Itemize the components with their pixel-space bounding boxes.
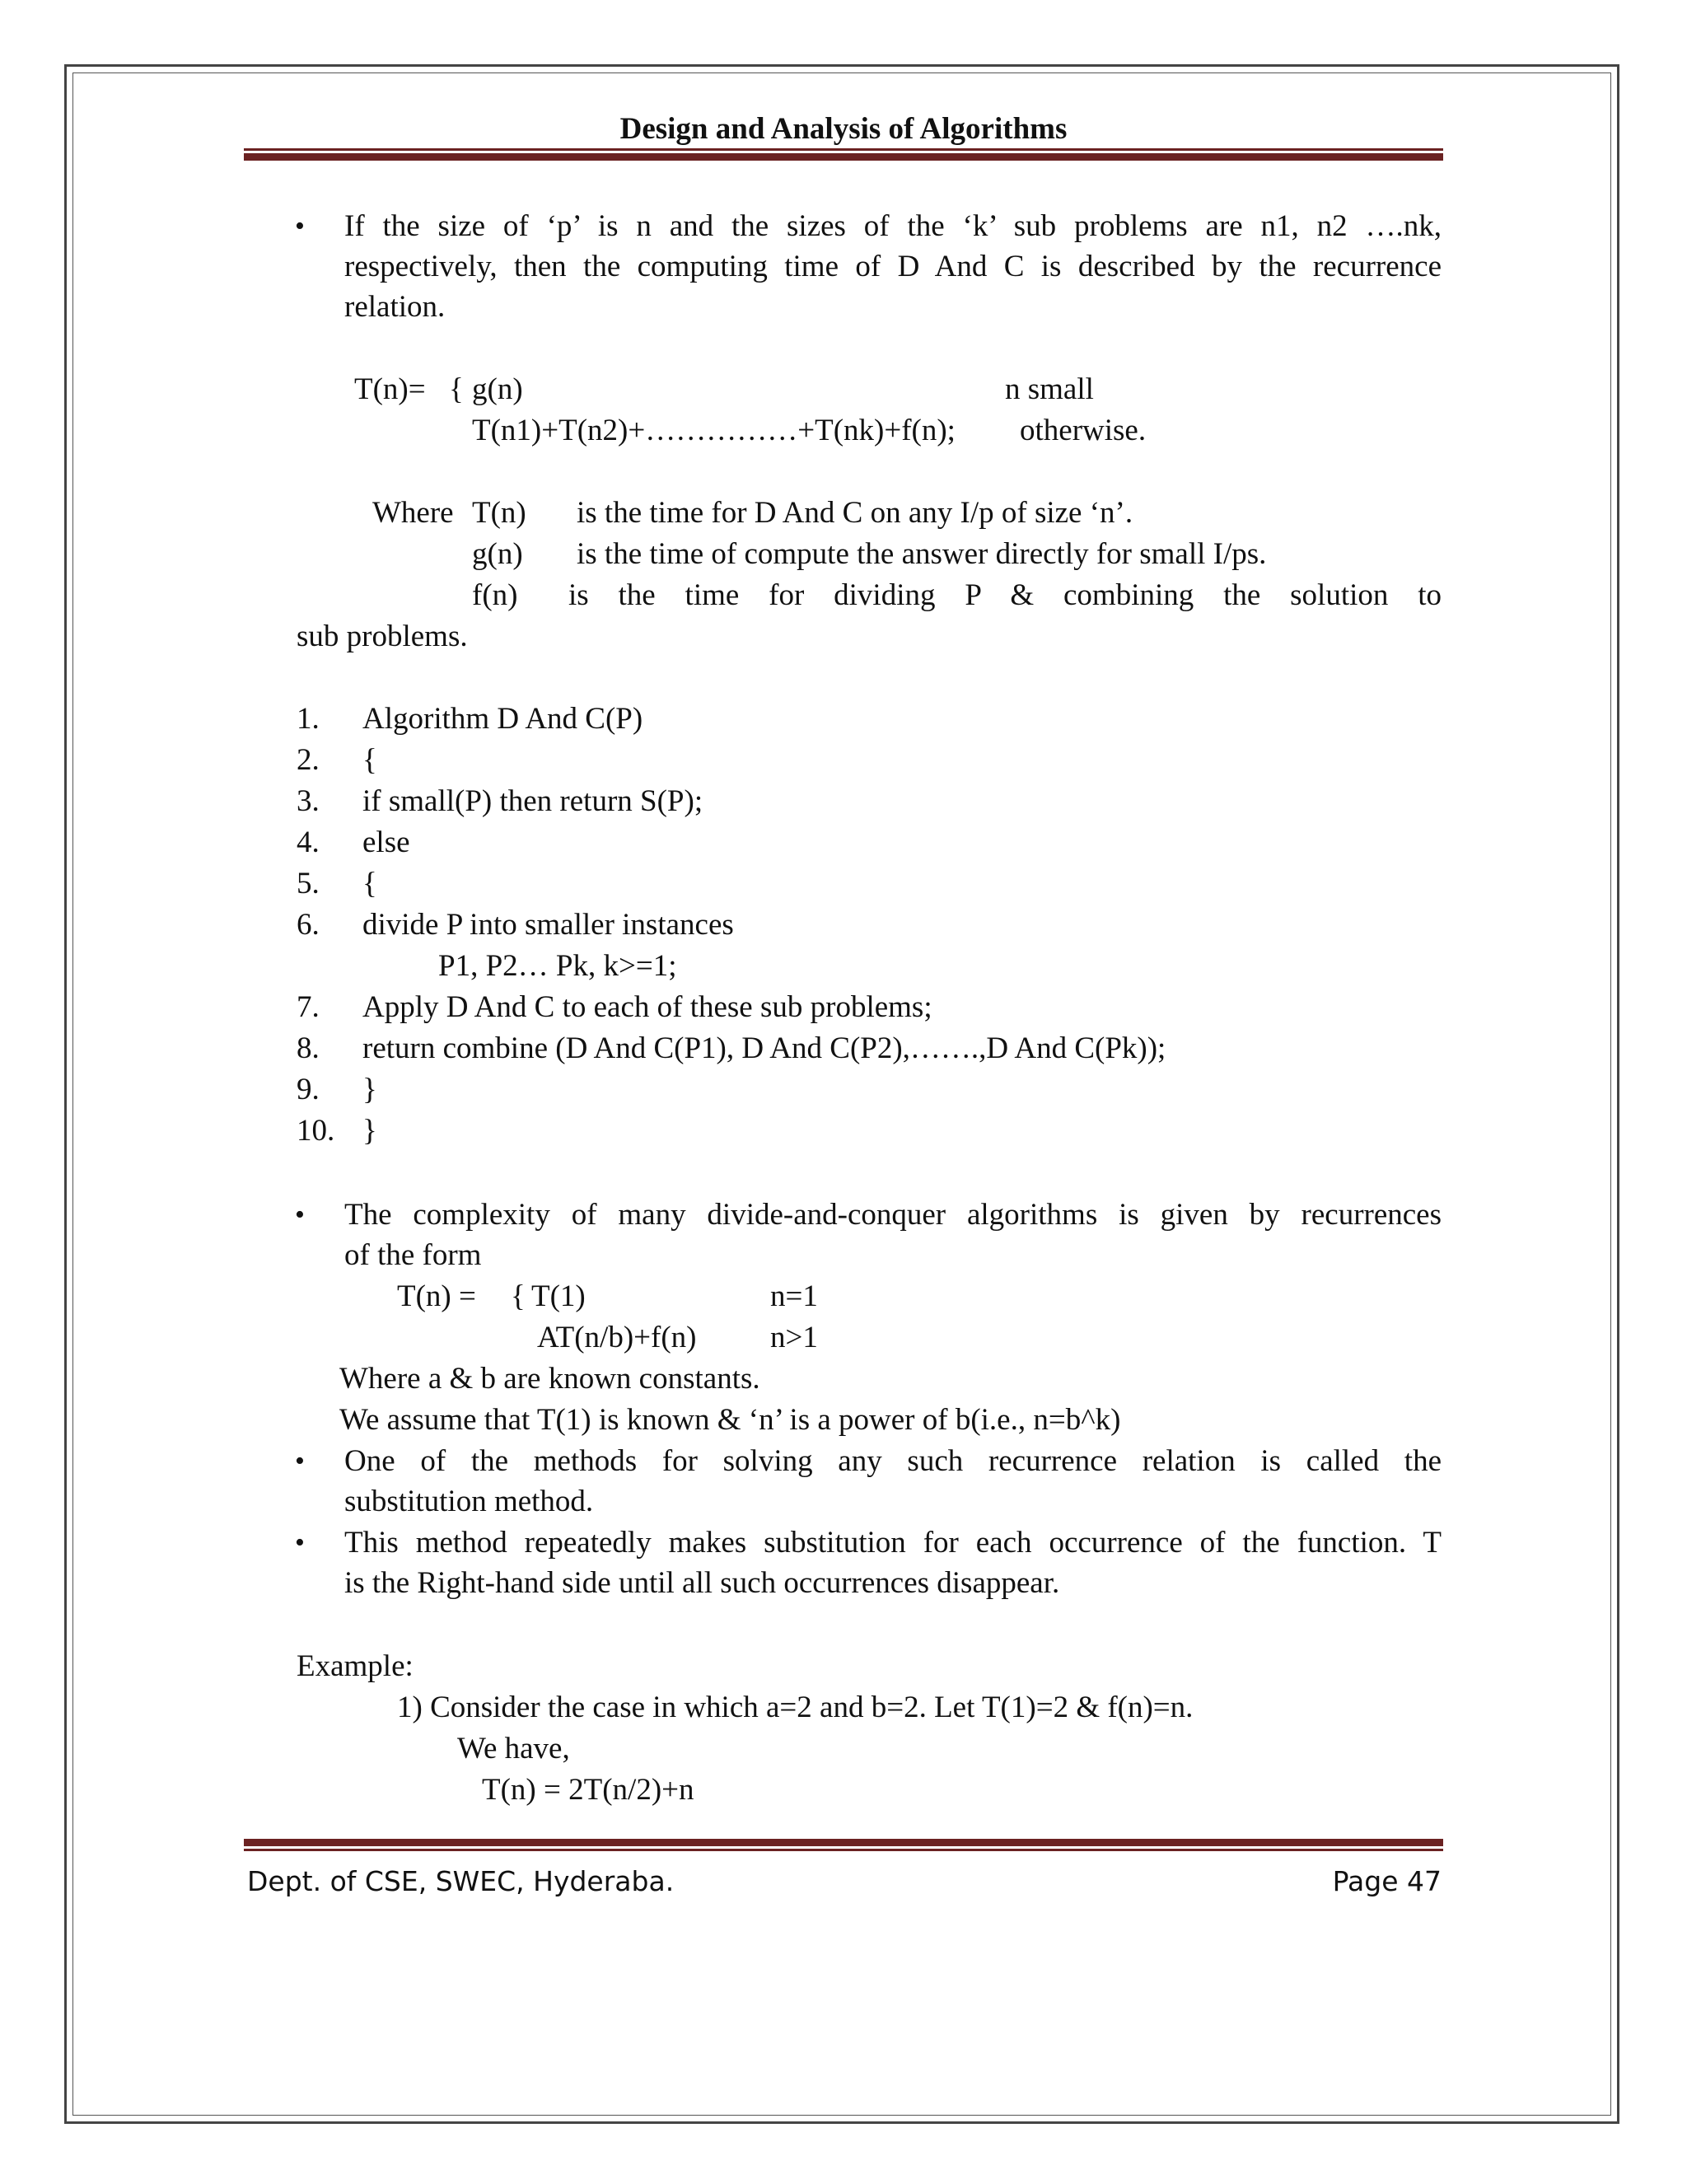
algorithm-line-text: Apply D And C to each of these sub problems; — [362, 990, 932, 1024]
algorithm-line-text: return combine (D And C(P1), D And C(P2),…….,D And C(Pk)); — [362, 1031, 1166, 1065]
algorithm-line-text: { — [362, 867, 377, 900]
recurrence-case-2-cond: otherwise. — [1020, 414, 1147, 447]
intro-line-2: respectively, then the computing time of D And C is described by the recurrence — [344, 250, 1442, 283]
assumption-line: We assume that T(1) is known & ‘n’ is a power of b(i.e., n=b^k) — [339, 1403, 1121, 1437]
algorithm-line-number: 3. — [297, 784, 320, 818]
page-number: Page 47 — [1332, 1865, 1442, 1897]
recurrence2-case-1: T(1) — [531, 1279, 586, 1313]
algorithm-line-number: 8. — [297, 1031, 320, 1065]
algorithm-line-text: if small(P) then return S(P); — [362, 784, 703, 818]
where-prefix: Where — [372, 496, 454, 530]
recurrence2-case-2: AT(n/b)+f(n) — [537, 1321, 697, 1354]
recurrence-case-1-cond: n small — [1005, 372, 1094, 406]
algorithm-line-number: 5. — [297, 867, 320, 900]
recurrence-case-1-expr: g(n) — [472, 372, 523, 406]
example-line-1: 1) Consider the case in which a=2 and b=2. Let T(1)=2 & f(n)=n. — [397, 1691, 1194, 1724]
recurrence-case-2-expr: T(n1)+T(n2)+……………+T(nk)+f(n); — [472, 414, 956, 447]
where-f-desc-cont: sub problems. — [297, 620, 468, 653]
example-heading: Example: — [297, 1649, 414, 1683]
footer-department: Dept. of CSE, SWEC, Hyderaba. — [247, 1865, 675, 1897]
algorithm-line-text: } — [362, 1073, 377, 1106]
page-title: Design and Analysis of Algorithms — [619, 112, 1068, 146]
bullet-mark: • — [295, 211, 305, 241]
recurrence-brace: { — [449, 372, 464, 406]
constants-line: Where a & b are known constants. — [339, 1362, 760, 1396]
algorithm-line-text: P1, P2… Pk, k>=1; — [438, 949, 677, 983]
recurrence2-brace: { — [511, 1279, 526, 1313]
complexity-line-2: of the form — [344, 1238, 482, 1272]
algorithm-line-text: } — [362, 1114, 377, 1148]
substitution-line-1: This method repeatedly makes substitution for each occurrence of the function. T — [344, 1526, 1442, 1560]
bullet-mark: • — [295, 1446, 305, 1476]
where-t-desc: is the time for D And C on any I/p of size ‘n’. — [577, 496, 1133, 530]
recurrence2-cond-2: n>1 — [770, 1321, 818, 1354]
method-line-2: substitution method. — [344, 1485, 594, 1518]
algorithm-line-number: 4. — [297, 825, 320, 859]
substitution-line-2: is the Right-hand side until all such occurrences disappear. — [344, 1566, 1060, 1600]
bullet-mark: • — [295, 1200, 305, 1230]
algorithm-line-text: Algorithm D And C(P) — [362, 702, 643, 736]
where-g-desc: is the time of compute the answer directly for small I/ps. — [577, 537, 1267, 571]
algorithm-line-number: 9. — [297, 1073, 320, 1106]
where-f-desc: is the time for dividing P & combining the solution to — [568, 578, 1442, 612]
example-line-2: We have, — [457, 1732, 570, 1765]
algorithm-line-number: 7. — [297, 990, 320, 1024]
complexity-line-1: The complexity of many divide-and-conquer algorithms is given by recurrences — [344, 1198, 1442, 1232]
bullet-mark: • — [295, 1527, 305, 1558]
where-f-term: f(n) — [472, 578, 518, 612]
algorithm-line-number: 6. — [297, 908, 320, 942]
recurrence2-cond-1: n=1 — [770, 1279, 818, 1313]
recurrence-lhs: T(n)= — [354, 372, 426, 406]
algorithm-line-text: divide P into smaller instances — [362, 908, 734, 942]
intro-line-3: relation. — [344, 290, 446, 324]
algorithm-line-text: { — [362, 743, 377, 777]
intro-line-1: If the size of ‘p’ is n and the sizes of the ‘k’ sub problems are n1, n2 ….nk, — [344, 209, 1442, 243]
example-line-3: T(n) = 2T(n/2)+n — [482, 1773, 694, 1807]
header-rule — [244, 148, 1443, 161]
algorithm-line-text: else — [362, 825, 410, 859]
recurrence2-lhs: T(n) = — [397, 1279, 476, 1313]
algorithm-line-number: 1. — [297, 702, 320, 736]
where-g-term: g(n) — [472, 537, 523, 571]
where-t-term: T(n) — [472, 496, 526, 530]
method-line-1: One of the methods for solving any such recurrence relation is called the — [344, 1444, 1442, 1478]
algorithm-line-number: 2. — [297, 743, 320, 777]
footer-rule — [244, 1839, 1443, 1851]
algorithm-line-number: 10. — [297, 1114, 335, 1148]
